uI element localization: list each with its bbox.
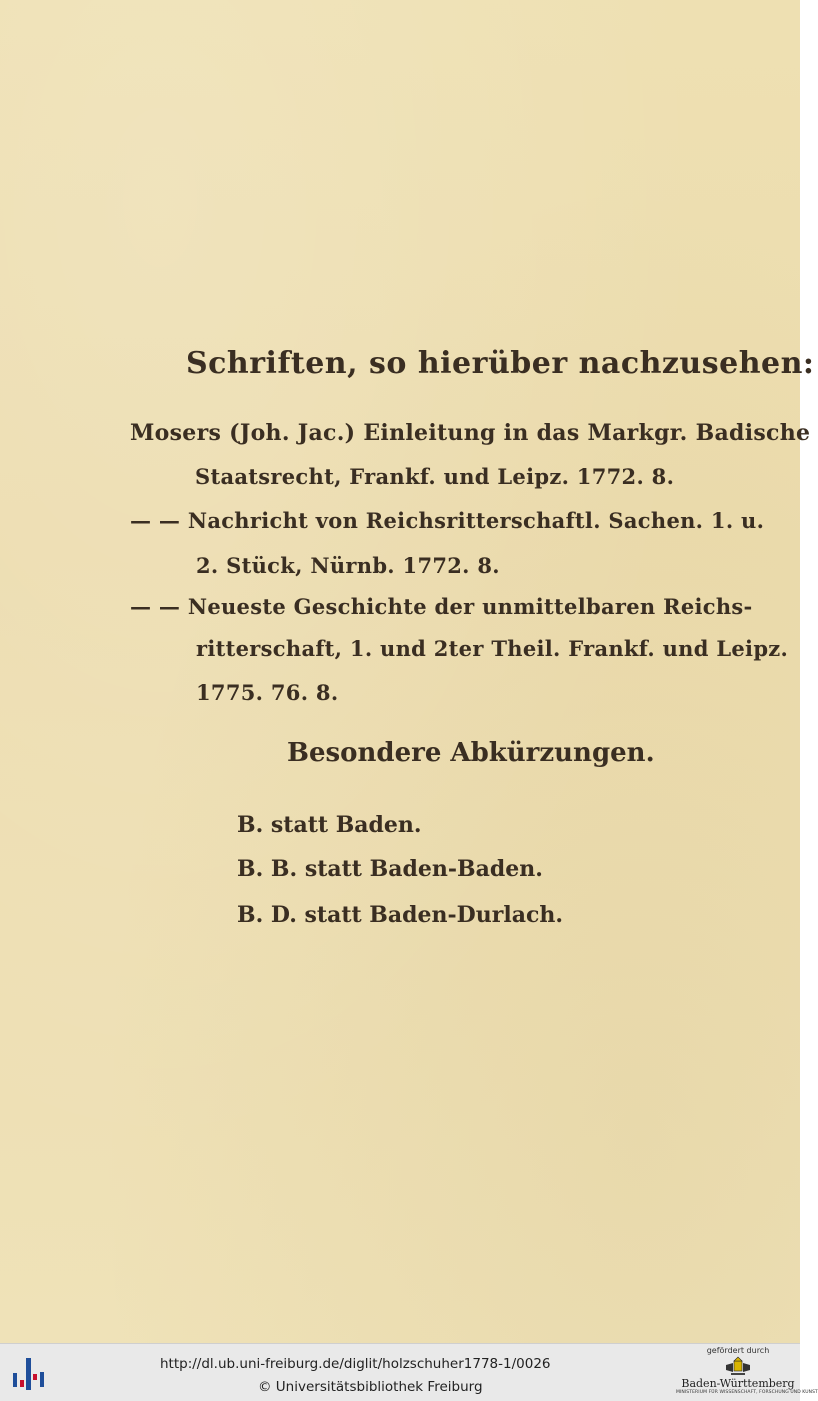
abbreviation-line-3: B. D. statt Baden-Durlach. bbox=[237, 902, 563, 928]
abbreviation-line-2: B. B. statt Baden-Baden. bbox=[237, 856, 543, 882]
sponsor-block[interactable] bbox=[676, 1346, 818, 1401]
sponsor-subtitle: MINISTERIUM FÜR WISSENSCHAFT, FORSCHUNG UND KUNST bbox=[676, 1390, 818, 1395]
abbreviations-heading: Besondere Abkürzungen. bbox=[287, 738, 655, 768]
baden-wuerttemberg-crest-icon bbox=[723, 1356, 753, 1378]
permalink-url[interactable]: http://dl.ub.uni-freiburg.de/diglit/holzschuher1778-1/0026 bbox=[160, 1356, 551, 1372]
viewer-footer bbox=[0, 1343, 818, 1401]
bibliography-line-1: Mosers (Joh. Jac.) Einleitung in das Markgr. Badische bbox=[130, 420, 811, 446]
sponsor-name: Baden-Württemberg bbox=[681, 1377, 795, 1390]
ub-freiburg-logo-icon[interactable] bbox=[10, 1354, 50, 1394]
bibliography-line-5: — — Neueste Geschichte der unmittelbaren Reichs- bbox=[130, 594, 753, 619]
bibliography-line-3: — — Nachricht von Reichsritterschaftl. Sachen. 1. u. bbox=[130, 508, 765, 533]
bibliography-line-6: ritterschaft, 1. und 2ter Theil. Frankf. und Leipz. bbox=[196, 636, 789, 661]
sponsor-caption: gefördert durch bbox=[706, 1346, 770, 1355]
bibliography-line-7: 1775. 76. 8. bbox=[196, 680, 339, 705]
page-heading: Schriften, so hierüber nachzusehen: bbox=[186, 346, 815, 381]
bibliography-line-2: Staatsrecht, Frankf. und Leipz. 1772. 8. bbox=[195, 464, 675, 489]
bibliography-line-4: 2. Stück, Nürnb. 1772. 8. bbox=[196, 553, 500, 578]
copyright-notice: © Universitätsbibliothek Freiburg bbox=[258, 1379, 483, 1395]
abbreviation-line-1: B. statt Baden. bbox=[237, 812, 422, 838]
